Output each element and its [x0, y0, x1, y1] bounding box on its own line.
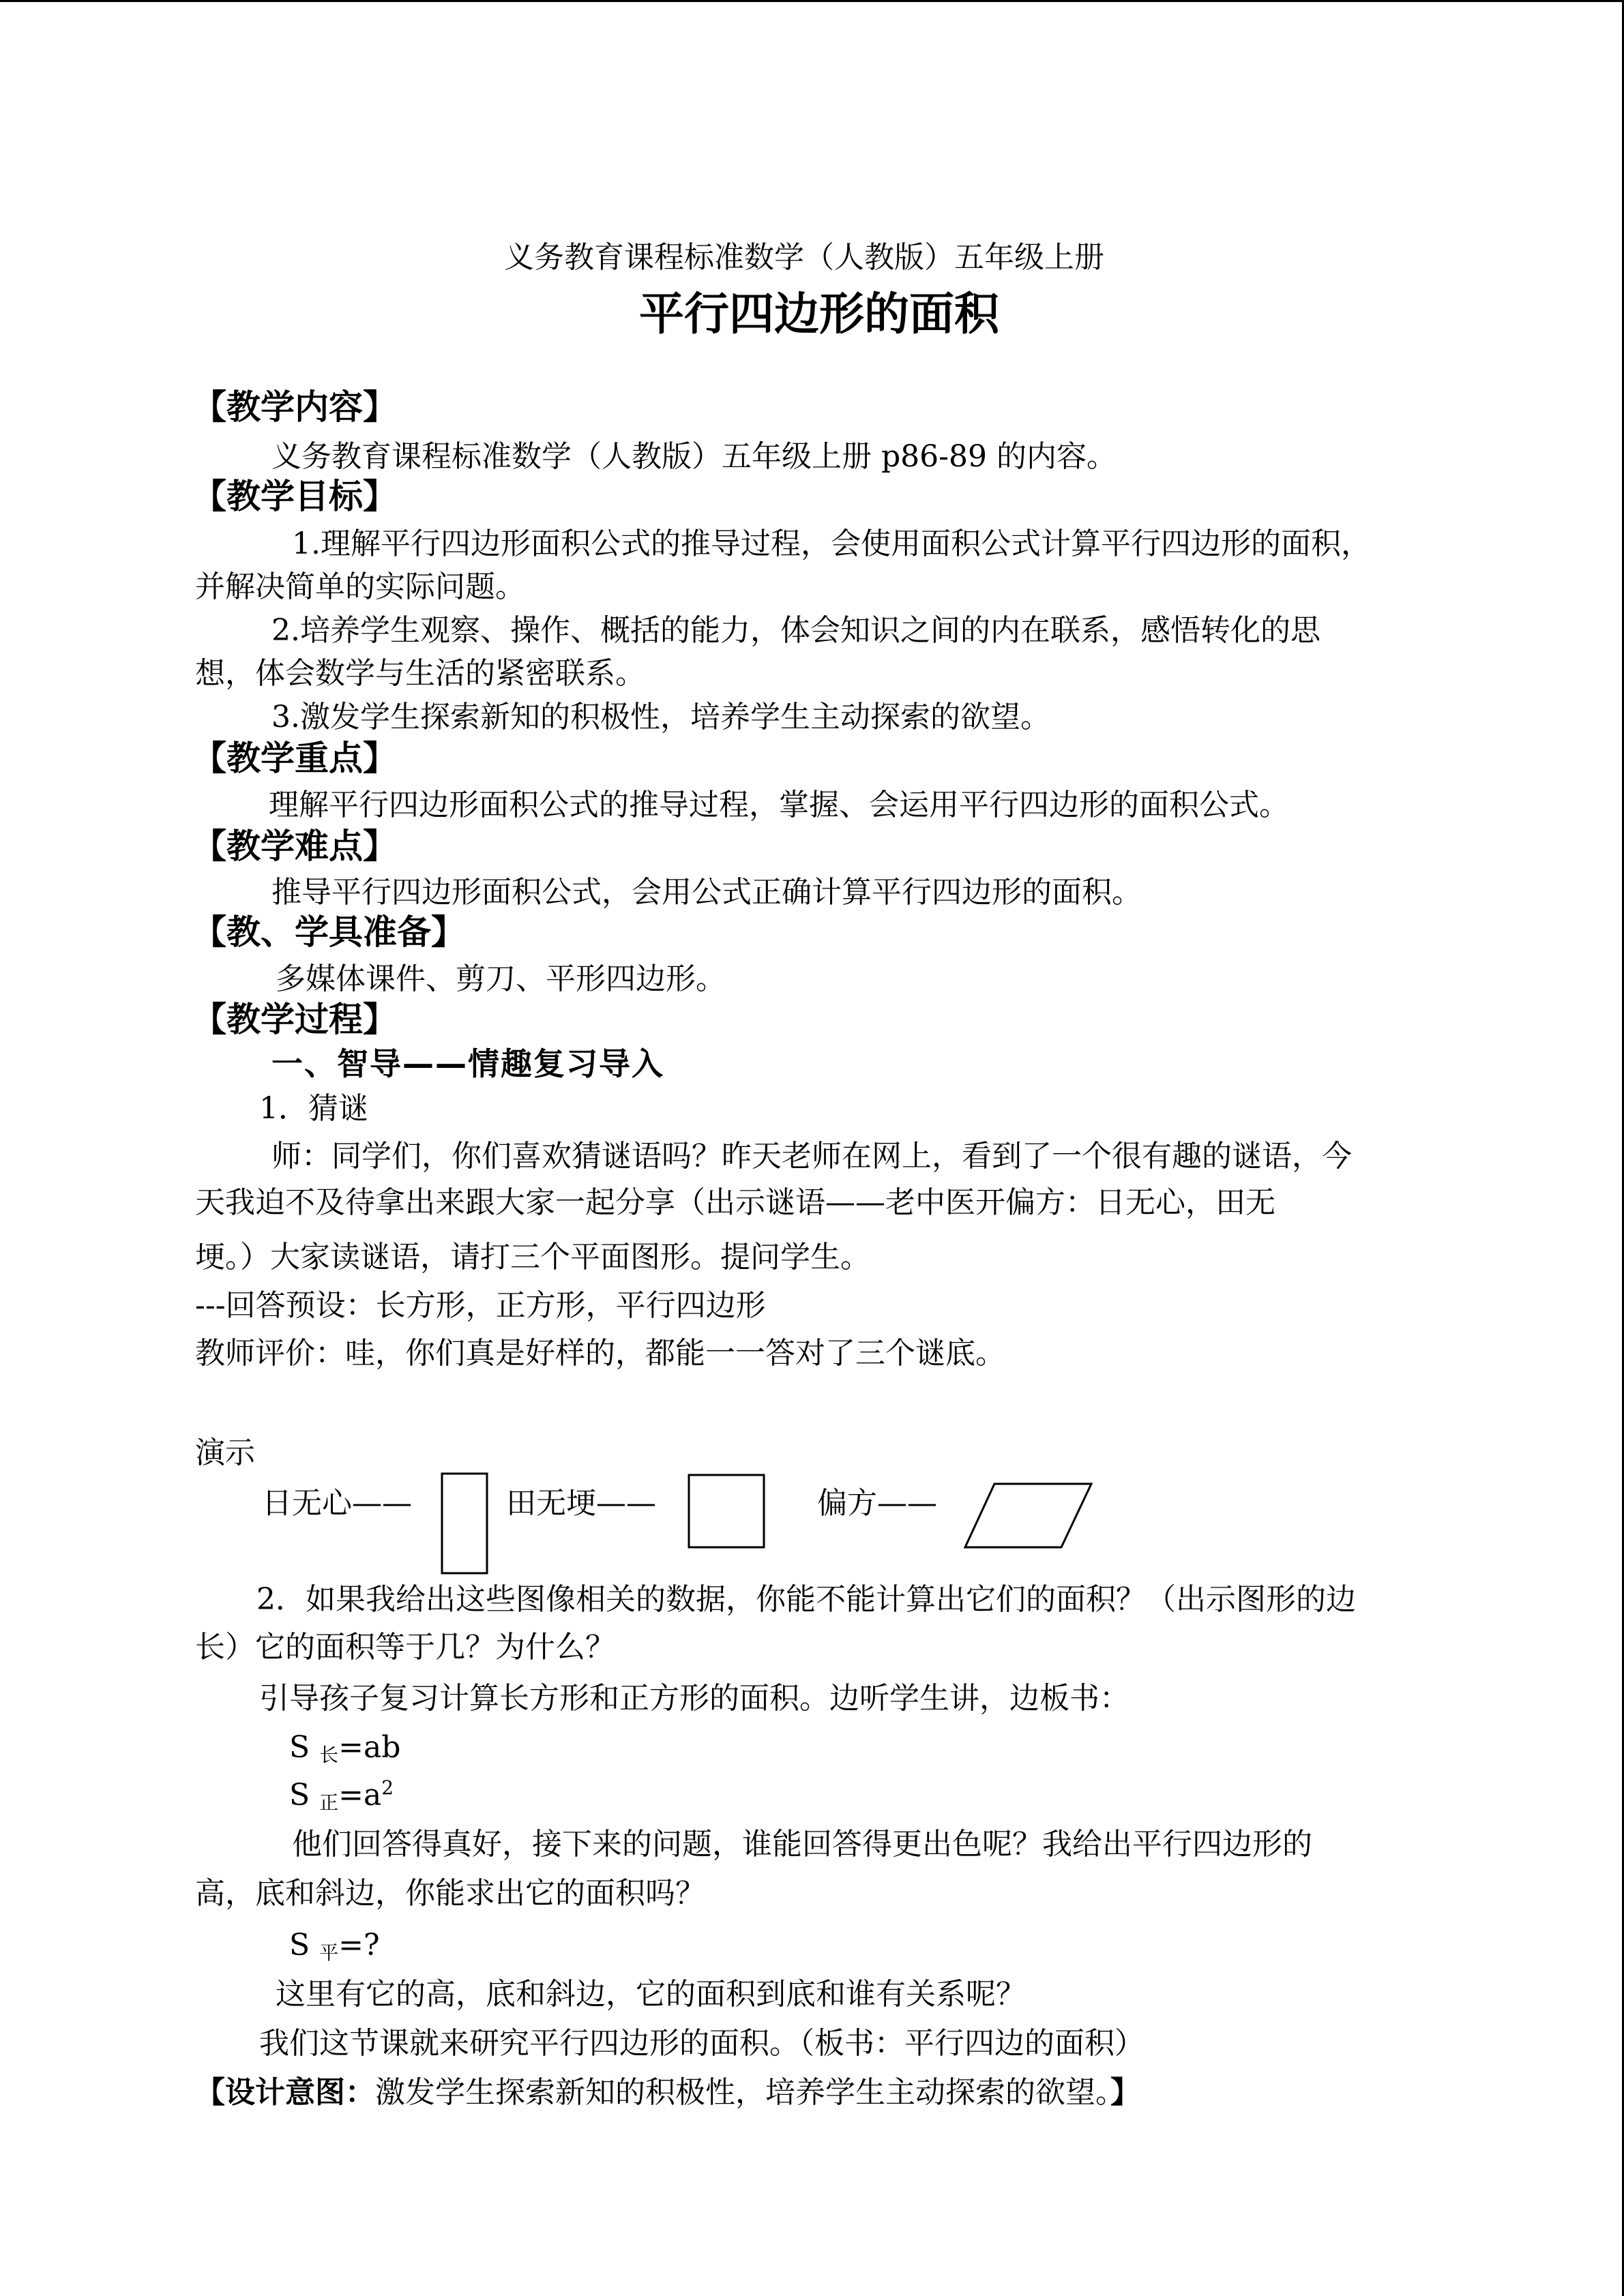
process-para-4b: 高，底和斜边，你能求出它的面积吗？: [195, 1876, 705, 1911]
heading-keypoint: 【教学重点】: [192, 739, 397, 778]
design-intent-text: 激发学生探索新知的积极性，培养学生主动探索的欲望。: [375, 2075, 1110, 2110]
process-para-4a: 他们回答得真好，接下来的问题，谁能回答得更出色呢？我给出平行四边形的: [292, 1827, 1312, 1862]
goal-3: 3.激发学生探索新知的积极性，培养学生主动探索的欲望。: [271, 700, 1050, 734]
formula-parallelogram: S 平=?: [289, 1928, 380, 1964]
difficulty-text: 推导平行四边形面积公式，会用公式正确计算平行四边形的面积。: [271, 875, 1142, 910]
process-para-2a: 2．如果我给出这些图像相关的数据，你能不能计算出它们的面积？（出示图形的边: [256, 1582, 1356, 1617]
process-para-1b: 天我迫不及待拿出来跟大家一起分享（出示谜语——老中医开偏方：日无心，田无: [195, 1185, 1275, 1220]
teacher-evaluation: 教师评价：哇，你们真是好样的，都能一一答对了三个谜底。: [195, 1336, 1005, 1371]
heading-difficulty: 【教学难点】: [192, 826, 397, 866]
process-para-5: 这里有它的高，底和斜边，它的面积到底和谁有关系呢？: [276, 1977, 1026, 2012]
demo-label: 演示: [195, 1435, 255, 1470]
process-part-1: 一、智导——情趣复习导入: [271, 1045, 664, 1082]
keypoint-text: 理解平行四边形面积公式的推导过程，掌握、会运用平行四边形的面积公式。: [269, 788, 1289, 822]
design-intent-label: 【设计意图：: [195, 2075, 375, 2110]
process-para-1c: 埂。）大家读谜语，请打三个平面图形。提问学生。: [195, 1240, 870, 1274]
content-text: 义务教育课程标准数学（人教版）五年级上册 p86-89 的内容。: [271, 439, 1117, 474]
process-para-2b: 长）它的面积等于几？为什么？: [195, 1630, 615, 1665]
heading-content: 【教学内容】: [192, 387, 397, 427]
goal-1b: 并解决简单的实际问题。: [195, 569, 525, 604]
parallelogram-shape: [963, 1482, 1094, 1550]
process-para-1a: 师：同学们，你们喜欢猜谜语吗？昨天老师在网上，看到了一个很有趣的谜语，今: [271, 1139, 1352, 1174]
riddle-1-label: 日无心——: [262, 1486, 412, 1521]
riddle-3-label: 偏方——: [817, 1486, 937, 1521]
goal-1a: 1.理解平行四边形面积公式的推导过程，会使用面积公式计算平行四边形的面积，: [292, 526, 1371, 561]
heading-goals: 【教学目标】: [192, 477, 397, 516]
process-para-6: 我们这节课就来研究平行四边形的面积。（板书：平行四边的面积）: [259, 2026, 1145, 2061]
document-subtitle: 义务教育课程标准数学（人教版）五年级上册: [504, 240, 1104, 275]
design-intent-end: 】: [1110, 2075, 1140, 2110]
document-title: 平行四边形的面积: [639, 288, 999, 340]
riddle-2-label: 田无埂——: [506, 1486, 656, 1521]
goal-2b: 想，体会数学与生活的紧密联系。: [195, 656, 645, 691]
square-shape: [688, 1474, 767, 1550]
answer-preset: ---回答预设：长方形，正方形，平行四边形: [195, 1288, 766, 1323]
formula-rectangle: S 长=ab: [289, 1730, 401, 1766]
design-intent: [195, 2072, 1140, 2113]
heading-process: 【教学过程】: [192, 1000, 397, 1039]
goal-2a: 2.培养学生观察、操作、概括的能力，体会知识之间的内在联系，感悟转化的思: [271, 613, 1320, 648]
formula-square: S 正$=a^2$: [289, 1776, 394, 1814]
process-item-1: 1．猜谜: [259, 1091, 368, 1126]
process-para-3: 引导孩子复习计算长方形和正方形的面积。边听学生讲，边板书：: [259, 1681, 1130, 1716]
prep-text: 多媒体课件、剪刀、平形四边形。: [276, 961, 726, 996]
heading-prep: 【教、学具准备】: [192, 912, 465, 952]
rectangle-shape: [441, 1472, 490, 1576]
